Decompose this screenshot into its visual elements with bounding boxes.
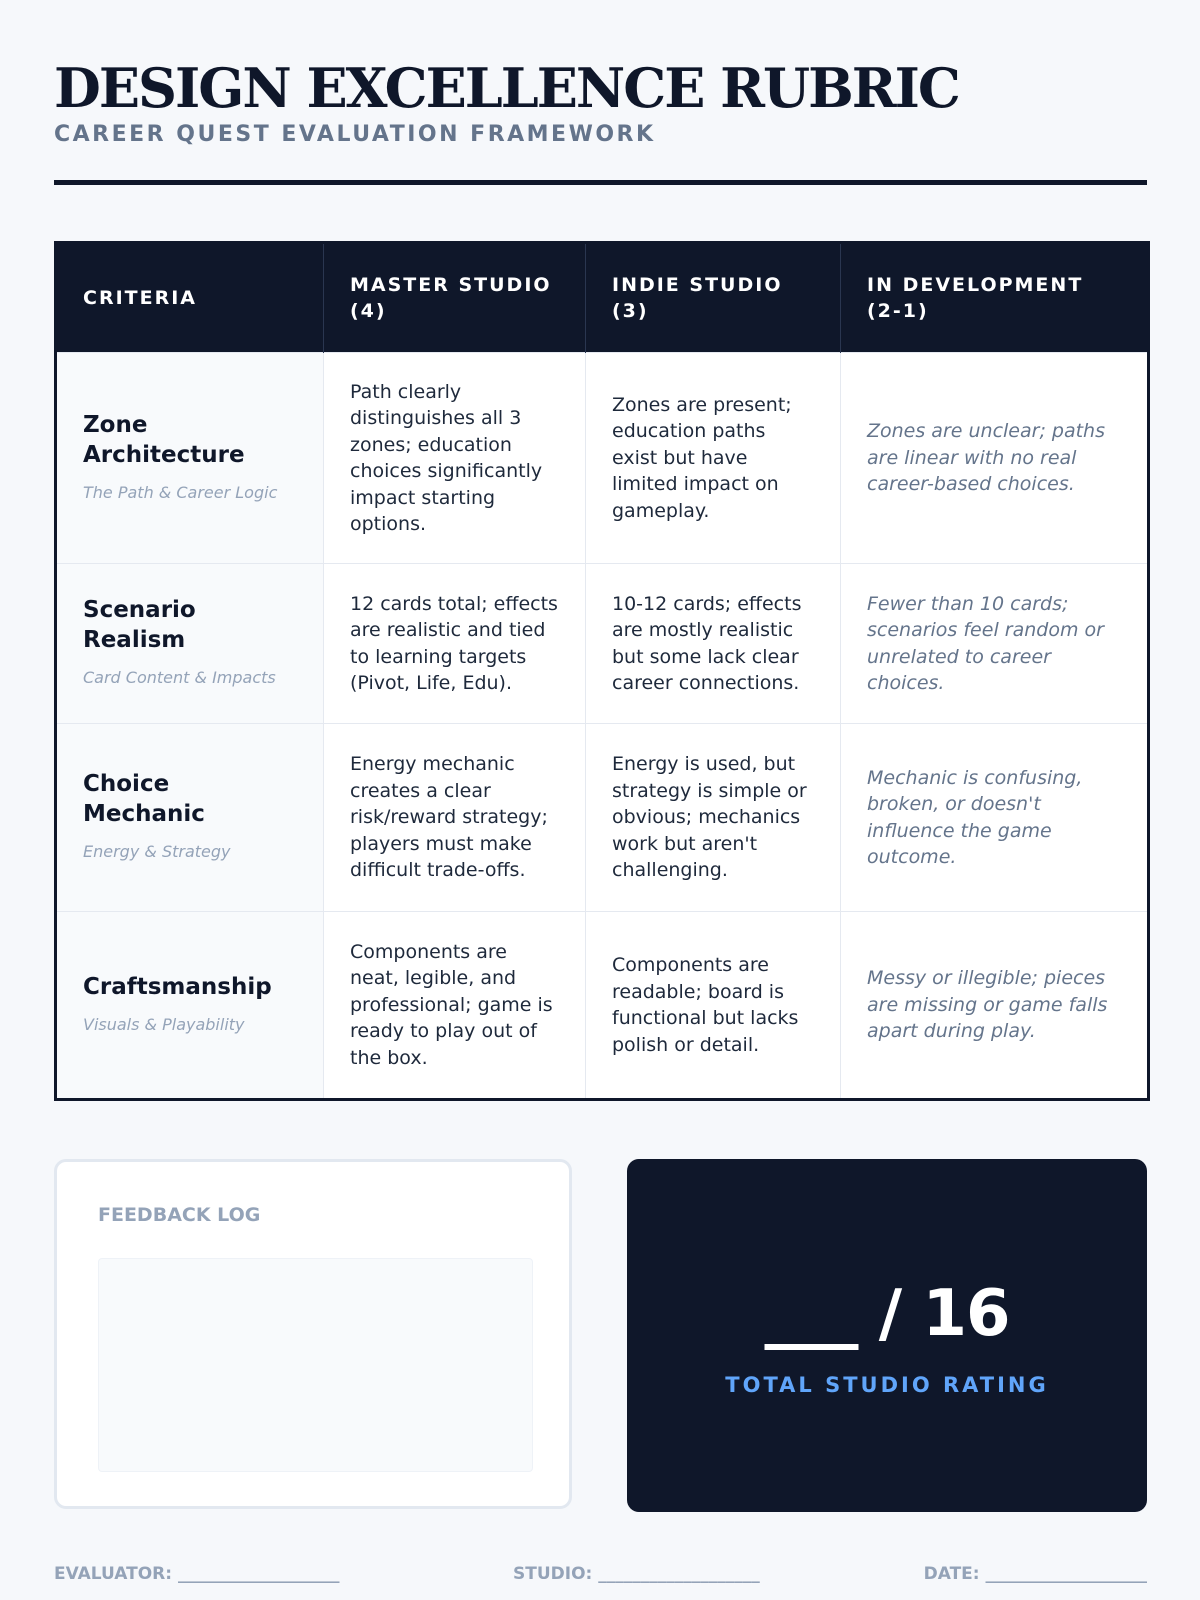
- development-cell: Mechanic is confusing, broken, or doesn't influence the game outcome.: [841, 724, 1149, 912]
- column-header-indie: INDIE STUDIO (3): [586, 243, 841, 353]
- column-header-criteria: CRITERIA: [56, 243, 324, 353]
- page-title: DESIGN EXCELLENCE RUBRIC: [54, 56, 959, 120]
- criteria-subtitle: Energy & Strategy: [83, 842, 231, 862]
- column-header-development: IN DEVELOPMENT (2-1): [841, 243, 1149, 353]
- criteria-cell: [56, 912, 324, 1100]
- development-cell: Zones are unclear; paths are linear with no real career-based choices.: [841, 353, 1149, 564]
- master-cell: Energy mechanic creates a clear risk/reward strategy; players must make difficult trade-offs.: [324, 724, 586, 912]
- criteria-cell: [56, 564, 324, 724]
- master-cell: Components are neat, legible, and professional; game is ready to play out of the box.: [324, 912, 586, 1100]
- criteria-subtitle: Card Content & Impacts: [83, 668, 276, 688]
- development-cell: Messy or illegible; pieces are missing or game falls apart during play.: [841, 912, 1149, 1100]
- table-row: [56, 912, 1149, 1100]
- date-field[interactable]: DATE: ___________________: [923, 1564, 1147, 1584]
- indie-cell: Energy is used, but strategy is simple or obvious; mechanics work but aren't challenging.: [586, 724, 841, 912]
- master-cell: Path clearly distinguishes all 3 zones; education choices significantly impact starting options.: [324, 353, 586, 564]
- table-row: [56, 724, 1149, 912]
- indie-cell: Components are readable; board is functional but lacks polish or detail.: [586, 912, 841, 1100]
- evaluator-field[interactable]: EVALUATOR: ___________________: [54, 1564, 340, 1584]
- criteria-name: Zone Architecture: [83, 411, 245, 468]
- criteria-subtitle: The Path & Career Logic: [83, 482, 278, 502]
- table-row: [56, 353, 1149, 564]
- criteria-cell: [56, 724, 324, 912]
- feedback-label: FEEDBACK LOG: [98, 1204, 261, 1226]
- score-label: TOTAL STUDIO RATING: [725, 1373, 1049, 1397]
- criteria-name: Choice Mechanic: [83, 771, 205, 828]
- table-row: [56, 564, 1149, 724]
- criteria-subtitle: Visuals & Playability: [83, 1014, 245, 1034]
- criteria-name: Scenario Realism: [83, 597, 196, 654]
- feedback-panel: [54, 1159, 572, 1509]
- score-value: ___ / 16: [764, 1277, 1010, 1351]
- page-subtitle: CAREER QUEST EVALUATION FRAMEWORK: [54, 122, 656, 147]
- master-cell: 12 cards total; effects are realistic and tied to learning targets (Pivot, Life, Edu).: [324, 564, 586, 724]
- indie-cell: 10-12 cards; effects are mostly realistic but some lack clear career connections.: [586, 564, 841, 724]
- feedback-input-area[interactable]: [98, 1258, 533, 1472]
- studio-field[interactable]: STUDIO: ___________________: [513, 1564, 760, 1584]
- development-cell: Fewer than 10 cards; scenarios feel random or unrelated to career choices.: [841, 564, 1149, 724]
- indie-cell: Zones are present; education paths exist but have limited impact on gameplay.: [586, 353, 841, 564]
- criteria-name: Craftsmanship: [83, 973, 272, 1000]
- column-header-master: MASTER STUDIO (4): [324, 243, 586, 353]
- criteria-cell: [56, 353, 324, 564]
- rubric-table: [54, 241, 1150, 1101]
- score-card: [627, 1159, 1147, 1512]
- title-divider: [54, 180, 1147, 185]
- table-header-row: [56, 243, 1149, 353]
